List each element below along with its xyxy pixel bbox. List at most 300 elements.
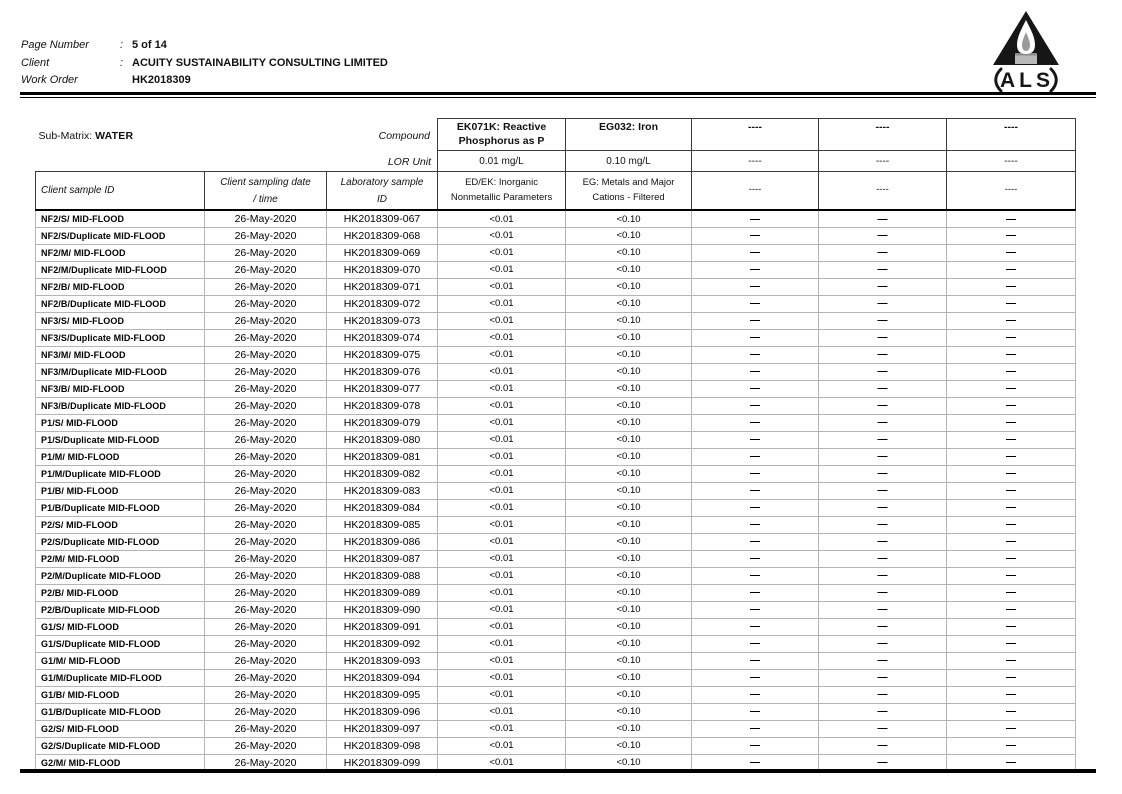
lab-sample-id-cell: HK2018309-074 [327, 329, 438, 346]
table-row [36, 329, 1076, 346]
result-cell: — [819, 720, 947, 737]
table-row [36, 312, 1076, 329]
result-cell: — [692, 295, 819, 312]
client-sample-id-cell: NF2/M/ MID-FLOOD [36, 244, 205, 261]
result-cell: — [819, 380, 947, 397]
result-cell: — [692, 618, 819, 635]
result-cell: — [819, 227, 947, 244]
result-cell: — [692, 227, 819, 244]
compound-header-row [36, 119, 1076, 151]
client-sample-id-cell: NF3/S/ MID-FLOOD [36, 312, 205, 329]
table-row [36, 669, 1076, 686]
table-row [36, 261, 1076, 278]
result-cell: <0.01 [438, 431, 566, 448]
result-cell: <0.01 [438, 669, 566, 686]
result-cell: — [819, 448, 947, 465]
result-cell: <0.01 [438, 380, 566, 397]
header-line: Client sampling date [220, 176, 311, 188]
result-cell: — [692, 346, 819, 363]
result-cell: — [819, 431, 947, 448]
result-cell: — [692, 516, 819, 533]
result-cell: <0.10 [566, 414, 692, 431]
lab-sample-id-cell: HK2018309-083 [327, 482, 438, 499]
result-cell: — [947, 244, 1076, 261]
result-cell: <0.10 [566, 380, 692, 397]
result-cell: — [947, 380, 1076, 397]
table-row [36, 363, 1076, 380]
table-row [36, 584, 1076, 601]
result-cell: <0.10 [566, 550, 692, 567]
result-cell: <0.10 [566, 261, 692, 278]
result-cell: <0.10 [566, 312, 692, 329]
method-header-row [36, 171, 1076, 210]
sampling-date-cell: 26-May-2020 [205, 346, 327, 363]
method-group-cell: EG: Metals and Major Cations - Filtered [566, 171, 692, 210]
result-cell: <0.10 [566, 499, 692, 516]
client-sample-id-cell: NF2/B/Duplicate MID-FLOOD [36, 295, 205, 312]
result-cell: <0.10 [566, 465, 692, 482]
result-cell: — [692, 703, 819, 720]
lab-sample-id-cell: HK2018309-078 [327, 397, 438, 414]
sampling-date-cell: 26-May-2020 [205, 380, 327, 397]
table-row [36, 465, 1076, 482]
result-cell: — [819, 516, 947, 533]
compound-name-cell: EK071K: Reactive Phosphorus as P [438, 119, 566, 151]
result-cell: — [819, 652, 947, 669]
result-cell: — [692, 244, 819, 261]
result-cell: <0.10 [566, 244, 692, 261]
sampling-date-cell: 26-May-2020 [205, 720, 327, 737]
lor-unit-row-label: LOR Unit [387, 155, 432, 168]
result-cell: <0.01 [438, 227, 566, 244]
result-cell: — [947, 499, 1076, 516]
table-row [36, 227, 1076, 244]
lab-sample-id-cell: HK2018309-076 [327, 363, 438, 380]
lab-sample-id-cell: HK2018309-071 [327, 278, 438, 295]
separator: : [120, 56, 124, 69]
table-row [36, 737, 1076, 754]
result-cell: — [692, 431, 819, 448]
result-cell: <0.10 [566, 210, 692, 227]
result-cell: <0.01 [438, 754, 566, 771]
result-cell: <0.01 [438, 278, 566, 295]
table-row [36, 635, 1076, 652]
result-cell: <0.10 [566, 346, 692, 363]
lor-unit-cell: ---- [692, 151, 819, 172]
result-cell: <0.10 [566, 584, 692, 601]
als-logo-text: ALS [1000, 69, 1054, 92]
table-row [36, 618, 1076, 635]
table-row [36, 244, 1076, 261]
result-cell: <0.01 [438, 210, 566, 227]
result-cell: — [947, 686, 1076, 703]
result-cell: — [947, 431, 1076, 448]
header-line: Laboratory sample [340, 176, 424, 188]
client-sample-id-cell: G2/M/ MID-FLOOD [36, 754, 205, 771]
result-cell: <0.01 [438, 482, 566, 499]
lab-sample-id-cell: HK2018309-082 [327, 465, 438, 482]
result-cell: <0.10 [566, 448, 692, 465]
lab-sample-id-cell: HK2018309-075 [327, 346, 438, 363]
result-cell: — [819, 397, 947, 414]
sampling-date-cell: 26-May-2020 [205, 482, 327, 499]
result-cell: — [819, 567, 947, 584]
result-cell: <0.01 [438, 465, 566, 482]
result-cell: — [819, 363, 947, 380]
result-cell: <0.10 [566, 397, 692, 414]
result-cell: — [947, 329, 1076, 346]
result-cell: — [819, 635, 947, 652]
table-row [36, 720, 1076, 737]
sampling-date-cell: 26-May-2020 [205, 550, 327, 567]
sampling-date-cell: 26-May-2020 [205, 397, 327, 414]
result-cell: — [692, 312, 819, 329]
lab-sample-id-cell: HK2018309-086 [327, 533, 438, 550]
result-cell: — [692, 635, 819, 652]
client-sample-id-cell: P2/S/Duplicate MID-FLOOD [36, 533, 205, 550]
result-cell: — [692, 363, 819, 380]
compound-row-label: Compound [378, 130, 431, 143]
lab-sample-id-cell: HK2018309-080 [327, 431, 438, 448]
result-cell: <0.01 [438, 567, 566, 584]
client-sample-id-cell: G1/S/Duplicate MID-FLOOD [36, 635, 205, 652]
separator [120, 72, 132, 90]
lor-unit-header-row [36, 151, 1076, 172]
result-cell: — [947, 567, 1076, 584]
client-sample-id-cell: G1/B/ MID-FLOOD [36, 686, 205, 703]
result-cell: — [819, 499, 947, 516]
table-row [36, 550, 1076, 567]
result-cell: <0.10 [566, 737, 692, 754]
result-cell: — [819, 482, 947, 499]
client-sample-id-cell: NF2/S/Duplicate MID-FLOOD [36, 227, 205, 244]
result-cell: — [692, 550, 819, 567]
result-cell: — [692, 397, 819, 414]
result-cell: — [947, 227, 1076, 244]
result-cell: <0.10 [566, 278, 692, 295]
work-order-value: HK2018309 [132, 74, 191, 86]
sampling-date-cell: 26-May-2020 [205, 312, 327, 329]
sampling-date-cell: 26-May-2020 [205, 295, 327, 312]
result-cell: — [692, 601, 819, 618]
sampling-date-cell: 26-May-2020 [205, 448, 327, 465]
result-cell: — [692, 567, 819, 584]
lab-sample-id-cell: HK2018309-087 [327, 550, 438, 567]
lab-sample-id-cell: HK2018309-084 [327, 499, 438, 516]
lab-sample-id-cell: HK2018309-088 [327, 567, 438, 584]
result-cell: — [692, 669, 819, 686]
result-cell: — [819, 737, 947, 754]
client-sample-id-cell: P2/S/ MID-FLOOD [36, 516, 205, 533]
result-cell: <0.10 [566, 482, 692, 499]
lor-unit-cell: 0.10 mg/L [566, 151, 692, 172]
result-cell: <0.10 [566, 567, 692, 584]
lab-sample-id-cell: HK2018309-085 [327, 516, 438, 533]
result-cell: — [692, 465, 819, 482]
result-cell: — [819, 686, 947, 703]
table-row [36, 346, 1076, 363]
table-row [36, 414, 1076, 431]
result-cell: <0.01 [438, 652, 566, 669]
result-cell: <0.01 [438, 584, 566, 601]
page-number-field [21, 37, 388, 55]
result-cell: <0.01 [438, 261, 566, 278]
result-cell: <0.01 [438, 499, 566, 516]
result-cell: <0.10 [566, 601, 692, 618]
client-sample-id-cell: NF3/B/Duplicate MID-FLOOD [36, 397, 205, 414]
sampling-date-cell: 26-May-2020 [205, 533, 327, 550]
lab-sample-id-cell: HK2018309-070 [327, 261, 438, 278]
separator: : [120, 39, 124, 51]
result-cell: — [819, 584, 947, 601]
lab-sample-id-cell: HK2018309-097 [327, 720, 438, 737]
sampling-date-cell: 26-May-2020 [205, 414, 327, 431]
result-cell: <0.01 [438, 618, 566, 635]
client-sample-id-cell: P1/S/Duplicate MID-FLOOD [36, 431, 205, 448]
result-cell: — [692, 754, 819, 771]
client-sample-id-cell: P1/B/Duplicate MID-FLOOD [36, 499, 205, 516]
result-cell: — [692, 448, 819, 465]
result-cell: — [692, 720, 819, 737]
compound-name-cell: ---- [819, 119, 947, 151]
results-table-body [36, 210, 1076, 771]
lab-sample-id-cell: HK2018309-089 [327, 584, 438, 601]
result-cell: — [819, 244, 947, 261]
page-header [21, 37, 388, 90]
result-cell: <0.01 [438, 295, 566, 312]
result-cell: <0.01 [438, 635, 566, 652]
sampling-date-cell: 26-May-2020 [205, 669, 327, 686]
sampling-date-cell: 26-May-2020 [205, 227, 327, 244]
result-cell: — [692, 533, 819, 550]
table-row [36, 533, 1076, 550]
result-cell: — [692, 380, 819, 397]
lab-sample-id-cell: HK2018309-098 [327, 737, 438, 754]
result-cell: <0.10 [566, 516, 692, 533]
client-sample-id-cell: P2/B/Duplicate MID-FLOOD [36, 601, 205, 618]
result-cell: — [947, 312, 1076, 329]
footer-rule [20, 769, 1096, 773]
sampling-date-cell: 26-May-2020 [205, 567, 327, 584]
result-cell: <0.01 [438, 448, 566, 465]
sampling-date-cell: 26-May-2020 [205, 686, 327, 703]
result-cell: — [692, 584, 819, 601]
result-cell: <0.01 [438, 601, 566, 618]
result-cell: <0.01 [438, 312, 566, 329]
result-cell: — [692, 261, 819, 278]
result-cell: — [947, 278, 1076, 295]
sampling-date-cell: 26-May-2020 [205, 431, 327, 448]
result-cell: — [947, 584, 1076, 601]
result-cell: — [819, 295, 947, 312]
result-cell: — [947, 482, 1076, 499]
sampling-date-cell: 26-May-2020 [205, 244, 327, 261]
result-cell: — [819, 703, 947, 720]
sampling-date-cell: 26-May-2020 [205, 703, 327, 720]
client-sample-id-cell: P1/S/ MID-FLOOD [36, 414, 205, 431]
result-cell: — [947, 533, 1076, 550]
lab-sample-id-cell: HK2018309-092 [327, 635, 438, 652]
result-cell: <0.10 [566, 635, 692, 652]
result-cell: — [692, 652, 819, 669]
client-field [21, 55, 388, 73]
result-cell: — [819, 601, 947, 618]
result-cell: — [692, 499, 819, 516]
result-cell: <0.01 [438, 703, 566, 720]
sampling-date-cell: 26-May-2020 [205, 329, 327, 346]
result-cell: — [692, 210, 819, 227]
client-sample-id-header [36, 171, 205, 210]
result-cell: <0.01 [438, 737, 566, 754]
result-cell: — [692, 686, 819, 703]
table-row [36, 601, 1076, 618]
table-row [36, 652, 1076, 669]
result-cell: <0.01 [438, 414, 566, 431]
result-cell: — [947, 346, 1076, 363]
result-cell: <0.01 [438, 329, 566, 346]
lab-sample-id-cell: HK2018309-090 [327, 601, 438, 618]
result-cell: — [947, 601, 1076, 618]
result-cell: — [947, 363, 1076, 380]
result-cell: — [692, 414, 819, 431]
table-row [36, 431, 1076, 448]
result-cell: — [947, 414, 1076, 431]
table-row [36, 295, 1076, 312]
table-row [36, 703, 1076, 720]
result-cell: — [819, 754, 947, 771]
result-cell: — [947, 448, 1076, 465]
table-row [36, 686, 1076, 703]
sampling-date-cell: 26-May-2020 [205, 652, 327, 669]
lab-sample-id-cell: HK2018309-068 [327, 227, 438, 244]
client-sample-id-cell: G1/M/Duplicate MID-FLOOD [36, 669, 205, 686]
client-sample-id-cell: NF2/S/ MID-FLOOD [36, 210, 205, 227]
result-cell: — [947, 261, 1076, 278]
result-cell: <0.10 [566, 533, 692, 550]
lab-sample-id-cell: HK2018309-072 [327, 295, 438, 312]
table-row [36, 448, 1076, 465]
lab-sample-id-cell: HK2018309-091 [327, 618, 438, 635]
lab-sample-id-cell: HK2018309-067 [327, 210, 438, 227]
compound-name-cell: ---- [947, 119, 1076, 151]
lab-sample-id-cell: HK2018309-093 [327, 652, 438, 669]
result-cell: <0.10 [566, 618, 692, 635]
table-row [36, 567, 1076, 584]
client-sample-id-cell: G2/S/ MID-FLOOD [36, 720, 205, 737]
result-cell: — [819, 465, 947, 482]
sampling-date-cell: 26-May-2020 [205, 737, 327, 754]
lab-sample-id-cell: HK2018309-077 [327, 380, 438, 397]
header-line: Client sample ID [41, 185, 115, 197]
method-group-cell: ---- [947, 171, 1076, 210]
client-sample-id-cell: P1/B/ MID-FLOOD [36, 482, 205, 499]
result-cell: — [947, 635, 1076, 652]
sampling-date-cell: 26-May-2020 [205, 363, 327, 380]
result-cell: <0.10 [566, 669, 692, 686]
result-cell: — [819, 329, 947, 346]
sampling-date-cell: 26-May-2020 [205, 754, 327, 771]
result-cell: <0.10 [566, 329, 692, 346]
client-sample-id-cell: NF2/M/Duplicate MID-FLOOD [36, 261, 205, 278]
sampling-date-cell: 26-May-2020 [205, 516, 327, 533]
result-cell: <0.01 [438, 363, 566, 380]
result-cell: — [819, 414, 947, 431]
result-cell: — [819, 210, 947, 227]
sampling-date-cell: 26-May-2020 [205, 465, 327, 482]
method-group-cell: ED/EK: Inorganic Nonmetallic Parameters [438, 171, 566, 210]
lab-sample-id-cell: HK2018309-081 [327, 448, 438, 465]
sampling-date-cell: 26-May-2020 [205, 618, 327, 635]
result-cell: <0.01 [438, 720, 566, 737]
sampling-date-cell: 26-May-2020 [205, 499, 327, 516]
client-sample-id-cell: NF3/B/ MID-FLOOD [36, 380, 205, 397]
compound-name-cell: EG032: Iron [566, 119, 692, 151]
result-cell: <0.10 [566, 754, 692, 771]
result-cell: — [947, 669, 1076, 686]
client-sample-id-cell: G1/S/ MID-FLOOD [36, 618, 205, 635]
result-cell: — [819, 550, 947, 567]
sampling-date-header [205, 171, 327, 210]
sampling-date-cell: 26-May-2020 [205, 278, 327, 295]
header-line: / time [253, 193, 278, 205]
result-cell: — [947, 210, 1076, 227]
client-sample-id-cell: G2/S/Duplicate MID-FLOOD [36, 737, 205, 754]
result-cell: <0.01 [438, 346, 566, 363]
sub-matrix-cell [36, 119, 438, 151]
client-sample-id-cell: P1/M/ MID-FLOOD [36, 448, 205, 465]
sampling-date-cell: 26-May-2020 [205, 635, 327, 652]
client-sample-id-cell: NF3/S/Duplicate MID-FLOOD [36, 329, 205, 346]
result-cell: — [819, 346, 947, 363]
result-cell: — [947, 652, 1076, 669]
sub-matrix [39, 130, 134, 142]
als-logo [984, 8, 1068, 92]
result-cell: — [819, 669, 947, 686]
lab-sample-id-cell: HK2018309-079 [327, 414, 438, 431]
method-group-cell: ---- [819, 171, 947, 210]
table-row [36, 210, 1076, 227]
client-sample-id-cell: NF3/M/Duplicate MID-FLOOD [36, 363, 205, 380]
result-cell: — [692, 482, 819, 499]
result-cell: <0.10 [566, 686, 692, 703]
client-sample-id-cell: P2/M/Duplicate MID-FLOOD [36, 567, 205, 584]
result-cell: <0.01 [438, 686, 566, 703]
results-table [35, 118, 1076, 772]
page-number-label: Page Number [21, 39, 89, 51]
table-row [36, 397, 1076, 414]
result-cell: <0.01 [438, 244, 566, 261]
lor-unit-cell: 0.01 mg/L [438, 151, 566, 172]
table-row [36, 380, 1076, 397]
client-sample-id-cell: G1/M/ MID-FLOOD [36, 652, 205, 669]
header-line: ID [377, 193, 387, 205]
client-label: Client [21, 56, 50, 69]
client-sample-id-cell: P2/M/ MID-FLOOD [36, 550, 205, 567]
client-sample-id-cell: P2/B/ MID-FLOOD [36, 584, 205, 601]
result-cell: — [947, 550, 1076, 567]
lab-sample-id-cell: HK2018309-069 [327, 244, 438, 261]
result-cell: <0.10 [566, 295, 692, 312]
work-order-label: Work Order [21, 74, 78, 86]
lab-sample-id-cell: HK2018309-099 [327, 754, 438, 771]
work-order-field [21, 72, 388, 90]
result-cell: — [947, 754, 1076, 771]
lor-unit-cell: ---- [819, 151, 947, 172]
sampling-date-cell: 26-May-2020 [205, 261, 327, 278]
compound-name-cell: ---- [692, 119, 819, 151]
result-cell: <0.10 [566, 720, 692, 737]
result-cell: <0.10 [566, 363, 692, 380]
